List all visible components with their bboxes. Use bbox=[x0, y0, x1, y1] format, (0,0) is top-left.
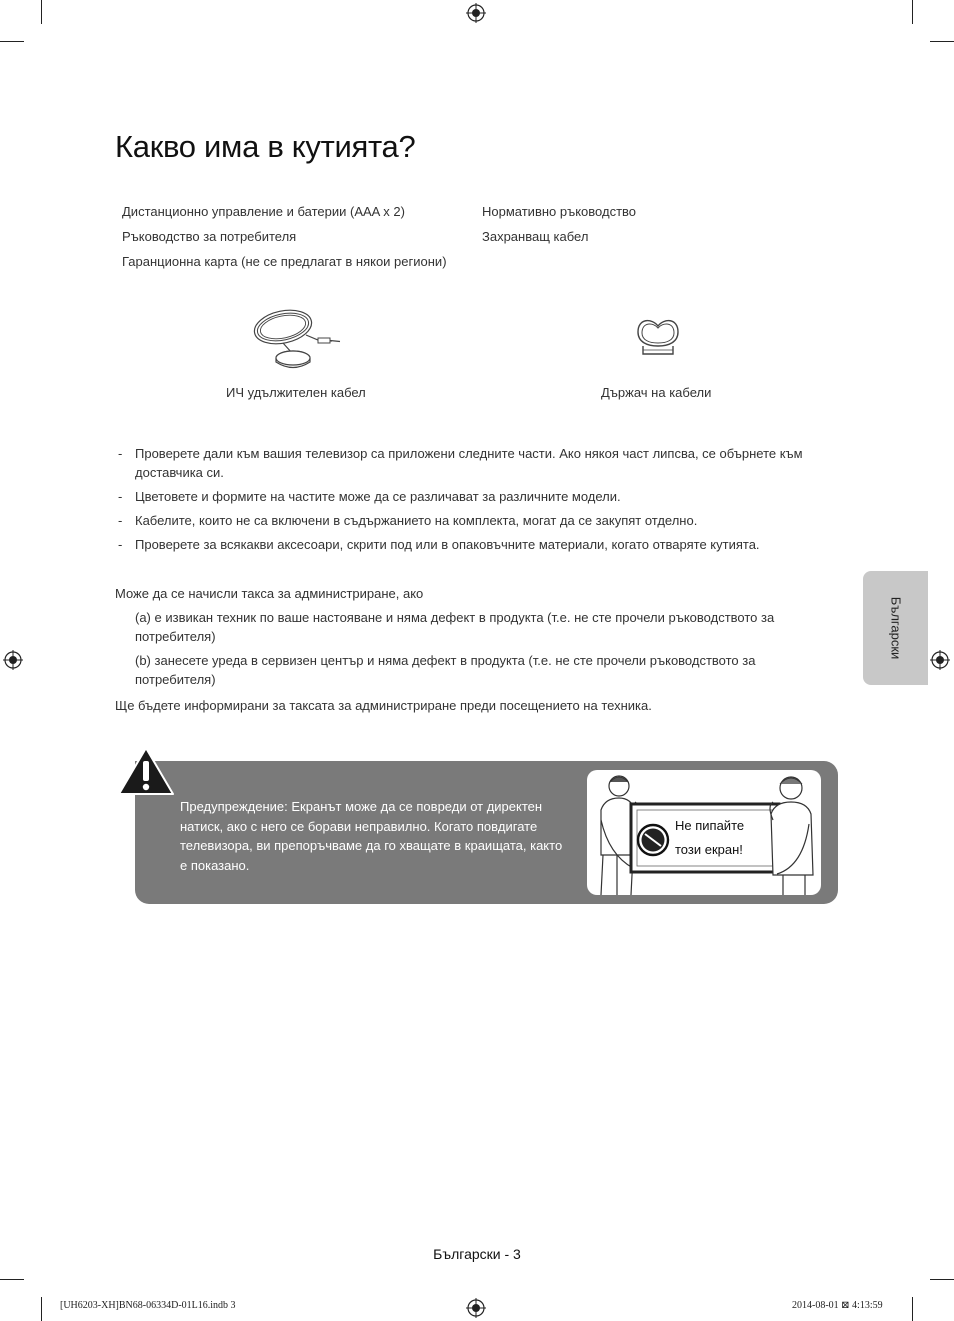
contents-item: Ръководство за потребителя bbox=[122, 229, 297, 244]
print-slug-left: [UH6203-XH]BN68-06334D-01L16.indb 3 bbox=[60, 1300, 236, 1311]
bullet: - bbox=[118, 513, 123, 528]
admin-fee-section bbox=[115, 584, 815, 715]
bullet: - bbox=[118, 537, 123, 552]
screen-warning-line-2: този екран! bbox=[675, 842, 743, 857]
note-text: Проверете дали към вашия телевизор са приложени следните части. Ако някоя част липсва, се обърнете към доставчика си. bbox=[135, 446, 803, 480]
crop-mark bbox=[41, 0, 42, 24]
warning-illustration bbox=[587, 770, 821, 895]
contents-item: Захранващ кабел bbox=[482, 229, 589, 244]
warning-triangle-icon bbox=[117, 746, 175, 796]
admin-intro: Може да се начисли такса за администриране, ако bbox=[115, 586, 424, 601]
warning-text bbox=[180, 797, 565, 875]
note-text: Цветовете и формите на частите може да се различават за различните модели. bbox=[135, 489, 621, 504]
contents-item: Нормативно ръководство bbox=[482, 204, 637, 219]
warning-label: Предупреждение bbox=[180, 799, 285, 814]
list-item bbox=[115, 487, 835, 506]
note-text: Кабелите, които не са включени в съдържанието на комплекта, могат да се закупят отделно. bbox=[135, 513, 698, 528]
list-item bbox=[115, 444, 835, 482]
crop-mark bbox=[0, 1279, 24, 1280]
crop-mark bbox=[930, 41, 954, 42]
figure-caption: Държач на кабели bbox=[601, 385, 712, 400]
cable-holder-icon bbox=[635, 316, 681, 360]
page-title: Какво има в кутията? bbox=[115, 128, 416, 164]
crop-mark bbox=[912, 0, 913, 24]
admin-case-a: (a) е извикан техник по ваше настояване и няма дефект в продукта (т.е. не сте прочели ръководството за потребителя) bbox=[135, 609, 775, 644]
crop-mark bbox=[41, 1297, 42, 1321]
warning-separator: : bbox=[284, 799, 292, 814]
admin-closing: Ще бъдете информирани за таксата за администриране преди посещението на техника. bbox=[115, 697, 652, 713]
contents-item: Гаранционна карта (не се предлагат в някои региони) bbox=[122, 254, 447, 269]
bullet: - bbox=[118, 489, 123, 504]
crop-mark bbox=[930, 1279, 954, 1280]
ir-extender-cable-icon bbox=[248, 303, 343, 375]
notes-list bbox=[115, 444, 835, 559]
print-slug-right: 2014-08-01 ⊠ 4:13:59 bbox=[792, 1300, 883, 1311]
crop-mark bbox=[912, 1297, 913, 1321]
registration-mark-icon bbox=[3, 650, 23, 670]
registration-mark-icon bbox=[930, 650, 950, 670]
registration-mark-icon bbox=[466, 3, 486, 23]
list-item bbox=[115, 535, 835, 554]
crop-mark bbox=[0, 41, 24, 42]
bullet: - bbox=[118, 446, 123, 461]
registration-mark-icon bbox=[466, 1298, 486, 1318]
screen-warning-line-1: Не пипайте bbox=[675, 818, 745, 833]
note-text: Проверете за всякакви аксесоари, скрити под или в опаковъчните материали, когато отваряте кутията. bbox=[135, 537, 760, 552]
warning-body: Екранът може да се повреди от директен натиск, ако с него се борави неправилно. Когато повдигате телевизора, ви препоръчваме да го хващате в краищата, както е показано. bbox=[180, 799, 563, 873]
language-tab-label: Български bbox=[888, 596, 903, 660]
admin-case-b: (b) занесете уреда в сервизен център и няма дефект в продукта (т.е. не сте прочели ръководството за потребителя) bbox=[135, 652, 756, 687]
list-item bbox=[115, 511, 835, 530]
figure-caption: ИЧ удължителен кабел bbox=[226, 385, 366, 400]
contents-item: Дистанционно управление и батерии (AAA x 2) bbox=[122, 204, 405, 219]
language-tab bbox=[863, 571, 928, 685]
page-number: Български - 3 bbox=[433, 1246, 521, 1262]
